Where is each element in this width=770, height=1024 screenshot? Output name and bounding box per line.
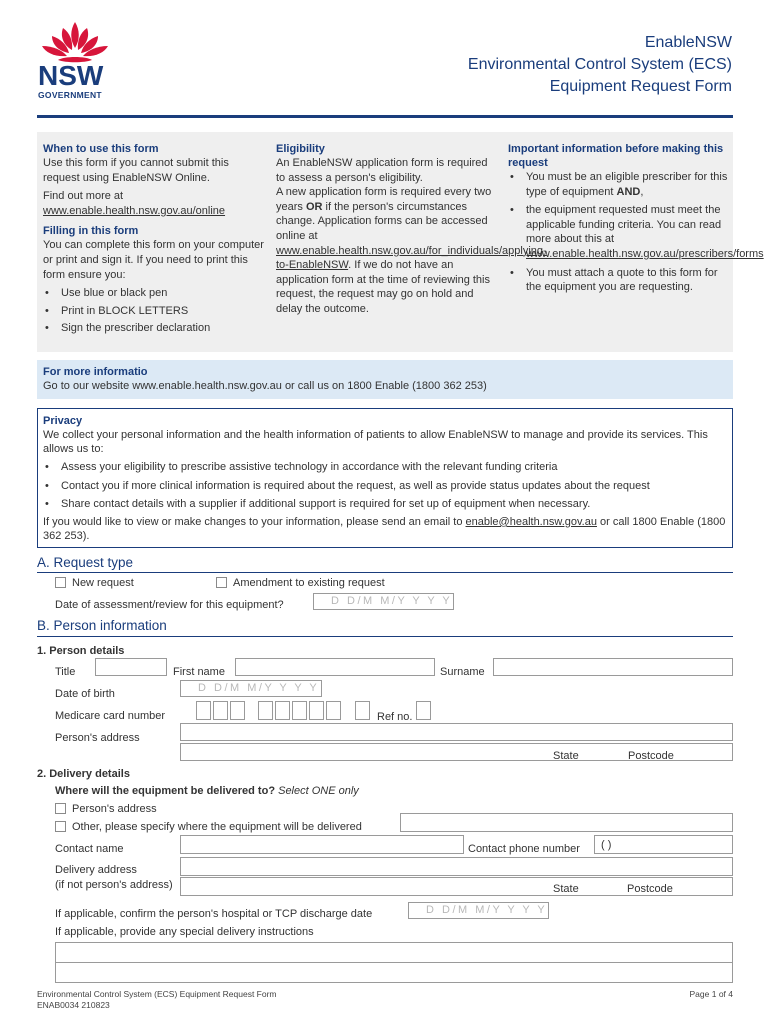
persons-address-checkbox[interactable] [55,803,66,814]
filling-text: You can complete this form on your computer or print and sign it. If you need to print this form ensure you: [43,239,264,281]
medicare-digit[interactable] [326,701,341,720]
filling-bullet: • Print in BLOCK LETTERS [43,304,265,319]
title-input[interactable] [95,658,167,676]
delivery-details-heading: 2. Delivery details [37,768,130,780]
info-col-1 [43,142,265,336]
medicare-digit[interactable] [355,701,370,720]
important-bullet: • You must attach a quote to this form for the equipment you are requesting. [508,266,728,295]
assessment-date-placeholder: D D/M M/Y Y Y Y [331,595,453,607]
ref-no-label: Ref no. [377,711,413,723]
other-address-checkbox[interactable] [55,821,66,832]
important-bullet: • You must be an eligible prescriber for this type of equipment AND, [508,170,728,199]
new-request-checkbox[interactable] [55,577,66,588]
section-b-rule [37,636,733,637]
medicare-digit[interactable] [196,701,211,720]
info-col-3 [508,142,764,295]
info-col-2 [276,142,547,317]
prescribers-forms-link[interactable]: www.enable.health.nsw.gov.au/prescribers/forms [526,247,764,260]
section-a-title: A. Request type [37,555,134,570]
medicare-digit[interactable] [292,701,307,720]
contact-name-label: Contact name [55,843,124,855]
eligibility-p1: An EnableNSW application form is required to assess a person's eligibility. [276,157,488,184]
footer-form-name: Environmental Control System (ECS) Equipment Request Form [37,989,277,999]
dob-label: Date of birth [55,688,115,700]
amendment-label: Amendment to existing request [233,577,385,589]
more-info-text: Go to our website www.enable.health.nsw.gov.au or call us on 1800 Enable (1800 362 253) [43,380,487,392]
privacy-bullet: • Assess your eligibility to prescribe assistive technology in accordance with the relevant funding criteria [43,460,727,475]
delivery-address-input[interactable] [180,857,733,876]
delivery-address-sublabel: (if not person's address) [55,879,173,891]
where-delivered-question: Where will the equipment be delivered to? Select ONE only [55,785,359,797]
contact-phone-input[interactable] [594,835,733,854]
privacy-email-link[interactable]: enable@health.nsw.gov.au [465,515,597,528]
header-line2: Environmental Control System (ECS) [467,56,732,73]
more-info-box [37,360,733,399]
header-line1: EnableNSW [644,34,732,51]
special-instructions-label: If applicable, provide any special delivery instructions [55,926,314,938]
assessment-date-label: Date of assessment/review for this equipment? [55,599,284,611]
find-out-more: Find out more at www.enable.health.nsw.gov.au/online [43,190,226,217]
medicare-digit[interactable] [275,701,290,720]
contact-name-input[interactable] [180,835,464,854]
delivery-postcode-label: Postcode [627,883,673,895]
privacy-box [37,408,733,548]
online-link[interactable]: www.enable.health.nsw.gov.au/online [43,204,226,217]
first-name-label: First name [173,666,225,678]
special-instructions-input[interactable] [55,942,733,963]
special-instructions-line2[interactable] [55,962,733,983]
section-a-rule [37,572,733,573]
application-form-link[interactable]: www.enable.health.nsw.gov.au/for_individuals/applying-to-EnableNSW [276,244,547,272]
footer-form-code: ENAB0034 210823 [37,1000,110,1010]
first-name-input[interactable] [235,658,435,676]
ref-no-input[interactable] [416,701,431,720]
state-label: State [553,750,579,762]
filling-bullet: • Sign the prescriber declaration [43,321,265,336]
privacy-bullet: • Share contact details with a supplier if additional support is required for set up of equipment when necessary. [43,497,727,512]
person-details-heading: 1. Person details [37,645,125,657]
when-to-use-text: Use this form if you cannot submit this request using EnableNSW Online. [43,157,229,184]
form-header [468,32,732,98]
surname-input[interactable] [493,658,733,676]
medicare-label: Medicare card number [55,710,166,722]
other-address-option: Other, please specify where the equipment will be delivered [72,821,362,833]
important-heading: Important information before making this request [508,143,724,169]
header-line3: Equipment Request Form [549,78,732,95]
footer-page-number: Page 1 of 4 [689,989,733,999]
person-address-label: Person's address [55,732,140,744]
medicare-digit[interactable] [309,701,324,720]
new-request-label: New request [72,577,134,589]
medicare-digit[interactable] [213,701,228,720]
privacy-text: We collect your personal information and the health information of patients to allow EnableNSW to manage and provide its services. This allows us to: [43,429,708,455]
dob-placeholder: D D/M M/Y Y Y Y [198,682,320,694]
title-label: Title [55,666,76,678]
postcode-label: Postcode [628,750,674,762]
eligibility-p2: A new application form is required every two years OR if the person's circumstances change. Application forms can be accessed online at www.enable.health.nsw.gov.au/for_individuals/applying-to-EnableNSW. If we do not have an application form at the time of reviewing this request, the request may go on hold and delay the outcome. [276,186,547,315]
section-b-title: B. Person information [37,618,167,633]
privacy-bullet: • Contact you if more clinical information is required about the request, as well as provide status updates about the request [43,479,727,494]
person-address-input[interactable] [180,723,733,741]
contact-phone-placeholder: ( ) [601,839,612,851]
privacy-heading: Privacy [43,415,83,427]
header-rule [37,115,733,118]
when-to-use-heading: When to use this form [43,143,159,155]
logo-nsw-text: NSW [38,60,104,91]
filling-heading: Filling in this form [43,225,139,238]
amendment-checkbox[interactable] [216,577,227,588]
other-address-input[interactable] [400,813,733,832]
medicare-digit[interactable] [258,701,273,720]
delivery-state-label: State [553,883,579,895]
medicare-digit[interactable] [230,701,245,720]
eligibility-heading: Eligibility [276,143,325,155]
logo-government-text: GOVERNMENT [38,90,102,100]
persons-address-option: Person's address [72,803,157,815]
more-info-heading: For more informatio [43,366,148,378]
discharge-date-placeholder: D D/M M/Y Y Y Y [426,904,548,916]
nsw-logo [36,20,114,100]
privacy-footer: If you would like to view or make changes to your information, please send an email to enable@health.nsw.gov.au or call 1800 Enable (1800 362 253). [43,515,726,542]
surname-label: Surname [440,666,485,678]
filling-bullet: • Use blue or black pen [43,286,265,301]
important-bullet: • the equipment requested must meet the applicable funding criteria. You can read more about this at www.enable.health.nsw.gov.au/prescribers/forms [508,203,728,261]
discharge-date-label: If applicable, confirm the person's hospital or TCP discharge date [55,908,373,920]
delivery-address-label: Delivery address [55,864,137,876]
contact-phone-label: Contact phone number [468,843,580,855]
